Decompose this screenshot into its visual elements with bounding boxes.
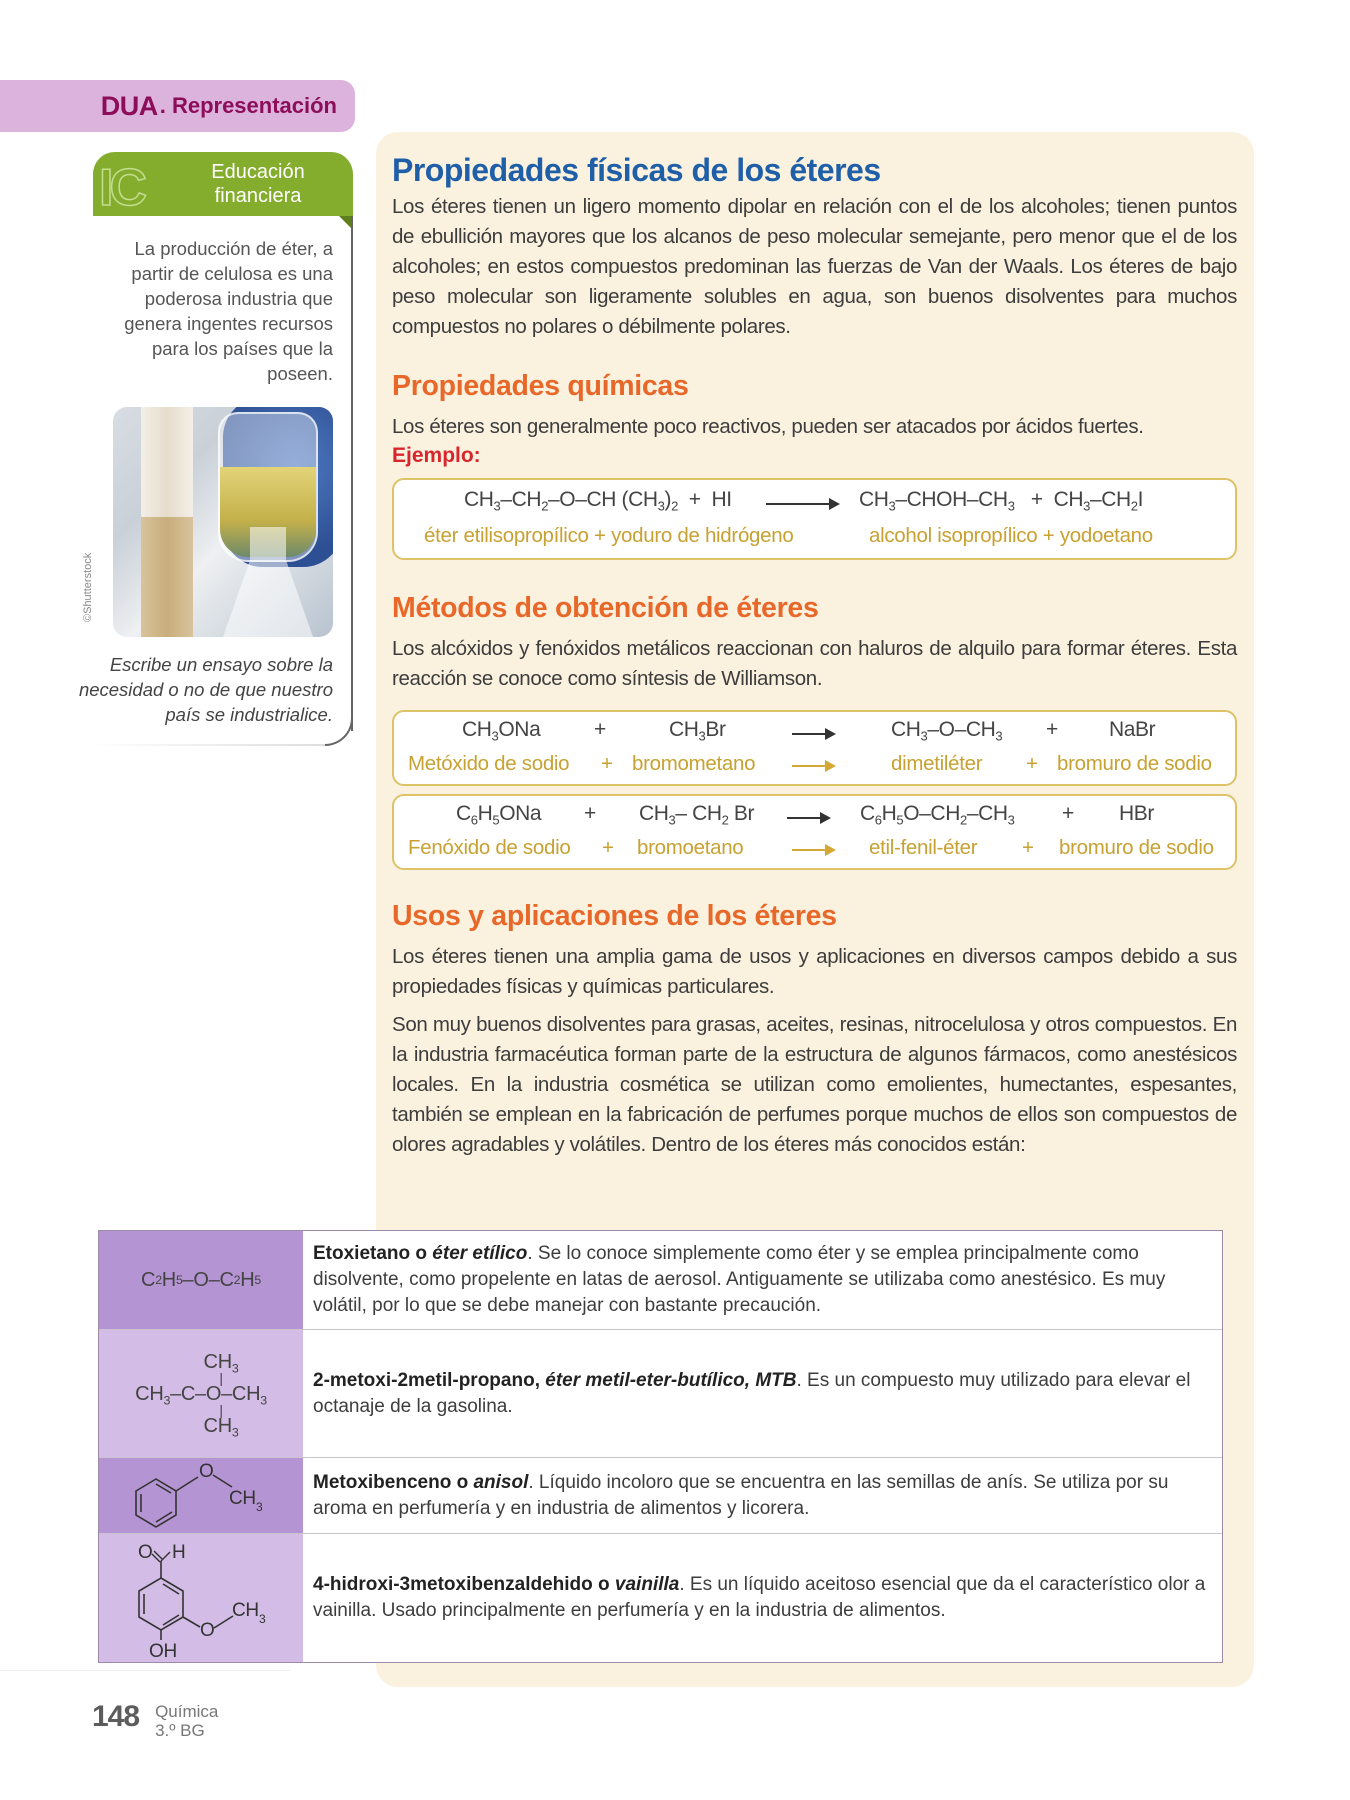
reaction-arrow-icon <box>787 817 829 819</box>
compound-desc: . Líquido incoloro que se encuentra en las semillas de anís. Se utiliza por su aroma en perfumería y en industria de alimentos y licorera. <box>313 1471 1169 1519</box>
usos-body-1: Los éteres tienen una amplia gama de usos y aplicaciones en diversos campos debido a sus propiedades físicas y químicas particulares. <box>392 945 1237 998</box>
dua-label: DUA <box>100 90 158 121</box>
compound-common-name: anisol <box>473 1471 529 1493</box>
title-metodos-obtencion: Métodos de obtención de éteres <box>392 592 819 624</box>
name-reactant-2: bromoetano <box>637 836 744 859</box>
desc-cell <box>303 1458 1222 1533</box>
compound-name: Etoxietano o <box>313 1243 433 1264</box>
reaction-names-products: alcohol isopropílico + yodoetano <box>869 524 1153 547</box>
reactant-1: $C_6H_5ONa$ <box>456 802 542 828</box>
reaction-box-acid <box>392 478 1237 560</box>
lab-photo <box>113 407 333 637</box>
table-row <box>99 1458 1222 1534</box>
svg-text:O: O <box>138 1542 153 1563</box>
edu-title-line2: financiera <box>214 185 302 207</box>
product-2: NaBr <box>1109 718 1156 741</box>
title-propiedades-quimicas: Propiedades químicas <box>392 370 689 402</box>
plus: + <box>1022 836 1034 859</box>
page-number: 148 <box>92 1700 140 1733</box>
svg-text:O: O <box>200 1620 215 1641</box>
reaction-names-reactants: éter etilisopropílico + yoduro de hidrógeno <box>424 524 794 547</box>
sidebar-border <box>351 216 353 731</box>
edu-title <box>183 160 333 208</box>
name-product-2: bromuro de sodio <box>1059 836 1214 859</box>
main-content <box>392 150 1237 1160</box>
svg-text:H: H <box>172 1542 186 1563</box>
reaction-box-williamson-2 <box>392 794 1237 870</box>
sidebar-base-line <box>90 744 325 746</box>
footer-subject: Química <box>155 1702 219 1721</box>
reactant-1: $CH_3ONa$ <box>462 718 541 744</box>
name-product-1: dimetiléter <box>891 752 983 775</box>
title-usos-aplicaciones: Usos y aplicaciones de los éteres <box>392 900 837 932</box>
sidebar-activity: Escribe un ensayo sobre la necesidad o no de que nuestro país se industrialice. <box>78 654 333 725</box>
page-footer <box>92 1700 218 1740</box>
reaction-formula-reactants: $CH_3-CH_2-O-CH$ $(CH_3)_2$ + HI <box>464 488 732 514</box>
footer-book-info <box>155 1702 218 1740</box>
reaction-arrow-icon <box>792 733 834 735</box>
product-1: $C_6H_5O-CH_2-CH_3$ <box>860 802 1015 828</box>
ejemplo-label: Ejemplo: <box>392 444 481 467</box>
footer-divider <box>0 1670 290 1671</box>
compound-name: Metoxibenceno o <box>313 1471 474 1493</box>
name-product-2: bromuro de sodio <box>1057 752 1212 775</box>
plus: + <box>1062 802 1074 825</box>
reactant-2: $CH_3-$ $CH_2$ Br <box>639 802 755 828</box>
formula-mtbe: $CH_3$ | $CH_3-C-O-CH_3$ | $CH_3$ <box>99 1330 303 1457</box>
plus: + <box>601 752 613 775</box>
compound-name: 2-metoxi-2metil-propano, <box>313 1369 546 1391</box>
metodos-body: Los alcóxidos y fenóxidos metálicos reaccionan con haluros de alquilo para formar éteres. Esta reacción se conoce como síntesis de Williamson. <box>392 637 1237 690</box>
sidebar-educacion-financiera <box>78 152 353 747</box>
footer-grade: 3.º BG <box>155 1721 205 1740</box>
reaction-box-williamson-1 <box>392 710 1237 786</box>
vanillin-structure-icon <box>116 1536 286 1660</box>
svg-text:3: 3 <box>259 1612 266 1626</box>
compound-common-name: éter metil-eter-butílico, MTB <box>545 1369 797 1391</box>
names-arrow-icon <box>792 765 834 767</box>
name-reactant-2: bromometano <box>632 752 756 775</box>
edu-title-line1: Educación <box>211 161 305 183</box>
sidebar-text: La producción de éter, a partir de celulosa es una poderosa industria que genera ingentes recursos para los países que la poseen. <box>124 238 333 384</box>
plus: + <box>584 802 596 825</box>
compound-desc: . Es un líquido aceitoso esencial que da el característico olor a vainilla. Usado principalmente en perfumería y en la industria de alimentos. <box>313 1574 1206 1621</box>
dua-subtitle: . Representación <box>159 93 337 118</box>
plus: + <box>1026 752 1038 775</box>
svg-text:OH: OH <box>149 1641 177 1660</box>
svg-text:CH: CH <box>229 1487 256 1509</box>
fisicas-body: Los éteres tienen un ligero momento dipolar en relación con el de los alcoholes; tienen puntos de ebullición mayores que los alcanos de peso molecular semejante, pero menor que el de los alcoholes; en estos compuestos predominan las fuerzas de Van der Waals. Los éteres de bajo peso molecular son ligeramente solubles en agua, son buenos disolventes para muchos compuestos no polares o débilmente polares. <box>392 195 1237 338</box>
table-row <box>99 1231 1222 1330</box>
formula-diethyl-ether: C 2 H 5 –O–C 2 H 5 <box>99 1231 303 1329</box>
product-1: $CH_3-O-CH_3$ <box>891 718 1003 744</box>
formula-vanillin <box>99 1534 303 1662</box>
compound-name: 4-hidroxi-3metoxibenzaldehido o <box>313 1574 615 1595</box>
title-propiedades-fisicas: Propiedades físicas de los éteres <box>392 152 881 188</box>
desc-cell <box>303 1330 1222 1457</box>
ether-table <box>98 1230 1223 1663</box>
product-2: HBr <box>1119 802 1154 825</box>
cylinder-liquid <box>141 517 193 637</box>
svg-text:CH: CH <box>232 1600 259 1621</box>
svg-text:3: 3 <box>256 1499 263 1514</box>
edu-header <box>93 152 353 216</box>
reactant-2: $CH_3Br$ <box>669 718 726 744</box>
plus: + <box>1046 718 1058 741</box>
desc-cell <box>303 1231 1222 1329</box>
usos-body-2: Son muy buenos disolventes para grasas, aceites, resinas, nitrocelulosa y otros compuestos. En la industria farmacéutica forman parte de la estructura de algunos fármacos, como anestésicos locales. En la industria cosmética se utilizan como emolientes, humectantes, espesantes, también se emplean en la fabricación de perfumes porque muchos de ellos son compuestos de olores agradables y volátiles. Dentro de los éteres más conocidos están: <box>392 1013 1237 1156</box>
reaction-arrow-icon <box>766 503 838 505</box>
compound-desc: . Es un compuesto muy utilizado para elevar el octanaje de la gasolina. <box>313 1369 1191 1417</box>
desc-cell <box>303 1534 1222 1662</box>
dua-banner <box>0 80 355 132</box>
compound-common-name: vainilla <box>614 1574 680 1595</box>
table-row <box>99 1534 1222 1662</box>
plus: + <box>602 836 614 859</box>
quimicas-body: Los éteres son generalmente poco reactivos, pueden ser atacados por ácidos fuertes. <box>392 415 1144 438</box>
table-row <box>99 1330 1222 1458</box>
name-reactant-1: Metóxido de sodio <box>408 752 570 775</box>
ic-logo-icon: IC <box>99 159 143 217</box>
name-reactant-1: Fenóxido de sodio <box>408 836 571 859</box>
anisole-structure-icon <box>116 1461 286 1531</box>
plus: + <box>594 718 606 741</box>
names-arrow-icon <box>792 849 834 851</box>
reaction-formula-products: $CH_3-CHOH-CH_3 + CH_3-CH_2I$ <box>859 488 1144 514</box>
name-product-1: etil-fenil-éter <box>869 836 978 859</box>
compound-desc: . Se lo conoce simplemente como éter y se emplea principalmente como disolvente, como propelente en latas de aerosol. Antiguamente se utilizaba como anestésico. Es muy volátil, por lo que se debe manejar con bastante precaución. <box>313 1243 1166 1316</box>
photo-credit: ©Shutterstock <box>82 552 94 622</box>
compound-common-name: éter etílico <box>432 1243 528 1264</box>
formula-anisole <box>99 1458 303 1533</box>
svg-text:O: O <box>199 1460 214 1482</box>
